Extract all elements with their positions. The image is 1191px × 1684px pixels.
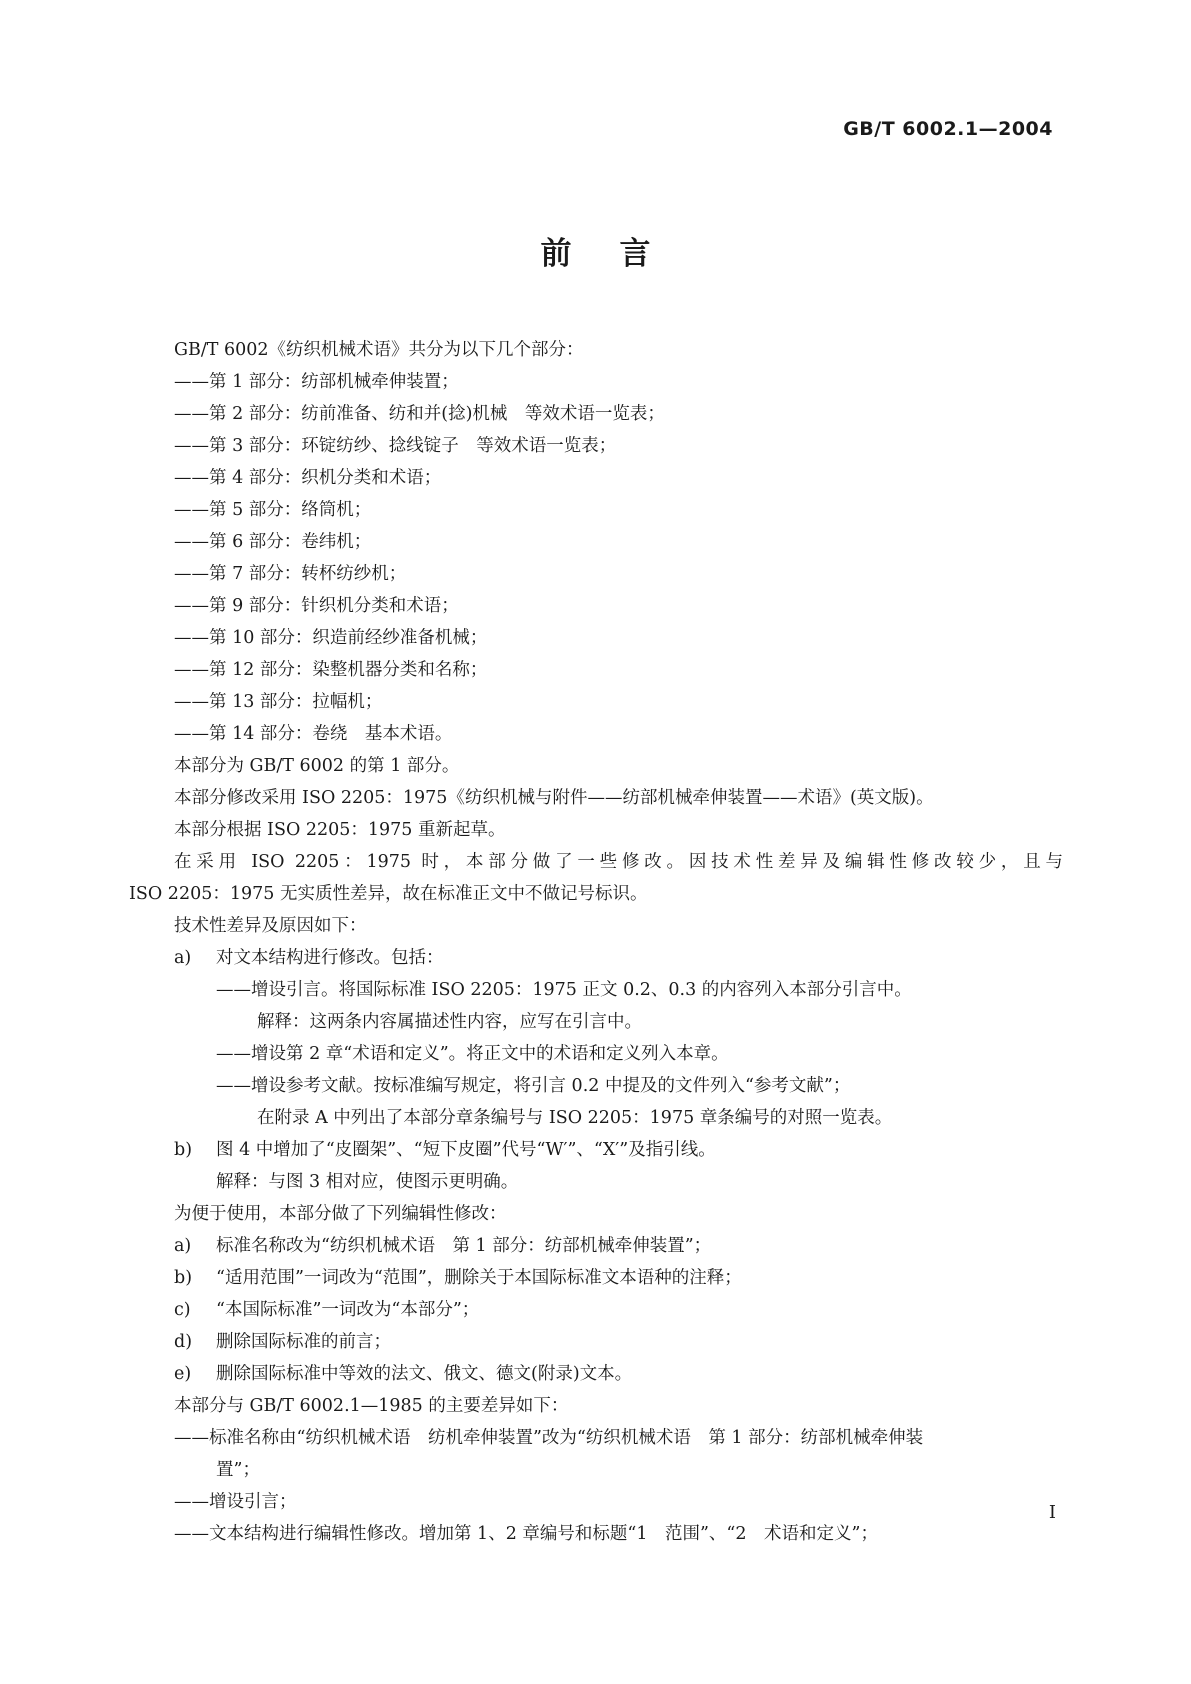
tech-diff-sub-note: 解释：这两条内容属描述性内容，应写在引言中。: [257, 1012, 642, 1032]
editorial-item: [129, 1358, 1063, 1390]
tech-diff-sub-item: ——增设引言。将国际标准 ISO 2205：1975 正文 0.2、0.3 的内容列入本部分引言中。: [216, 980, 912, 1000]
adoption-paragraph-line2: ISO 2205：1975 无实质性差异，故在标准正文中不做记号标识。: [129, 884, 648, 904]
intro-paragraph: GB/T 6002《纺织机械术语》共分为以下几个部分：: [174, 340, 584, 360]
item-text: “适用范围”一词改为“范围”，删除关于本国际标准文本语种的注释；: [216, 1268, 742, 1288]
part-list-item: ——第 7 部分：转杯纺纱机；: [174, 564, 407, 584]
part-list-item: ——第 12 部分：染整机器分类和名称；: [174, 660, 488, 680]
redraft-paragraph: 本部分根据 ISO 2205：1975 重新起草。: [174, 820, 506, 840]
part-list-item: ——第 13 部分：拉幅机；: [174, 692, 383, 712]
item-text: “本国际标准”一词改为“本部分”；: [216, 1300, 480, 1320]
tech-diff-item-note: 解释：与图 3 相对应，使图示更明确。: [216, 1172, 519, 1192]
part-list-item: ——第 10 部分：织造前经纱准备机械；: [174, 628, 488, 648]
editorial-item: [129, 1294, 1063, 1326]
main-diff-item: ——文本结构进行编辑性修改。增加第 1、2 章编号和标题“1 范围”、“2 术语和定义”；: [174, 1524, 878, 1544]
item-text: 删除国际标准中等效的法文、俄文、德文(附录)文本。: [216, 1364, 633, 1384]
item-text: 对文本结构进行修改。包括：: [216, 948, 444, 968]
item-label: b): [174, 1268, 193, 1288]
item-label: b): [174, 1140, 193, 1160]
tech-diff-item-b: [129, 1134, 1063, 1166]
foreword-body: [129, 334, 1063, 1550]
page-title: 前言: [540, 236, 699, 272]
main-diff-item: ——标准名称由“纺织机械术语 纺机牵伸装置”改为“纺织机械术语 第 1 部分：纺部机械牵伸装: [174, 1428, 924, 1448]
part-list-item: ——第 3 部分：环锭纺纱、捻线锭子 等效术语一览表；: [174, 436, 617, 456]
item-text: 标准名称改为“纺织机械术语 第 1 部分：纺部机械牵伸装置”；: [216, 1236, 712, 1256]
part-list-item: ——第 2 部分：纺前准备、纺和并(捻)机械 等效术语一览表；: [174, 404, 665, 424]
item-label: a): [174, 1236, 192, 1256]
item-label: a): [174, 948, 192, 968]
editorial-item: [129, 1262, 1063, 1294]
main-diff-item-cont: 置”；: [216, 1460, 260, 1480]
tech-diff-item-a: [129, 942, 1063, 974]
tech-diff-sub-item: ——增设第 2 章“术语和定义”。将正文中的术语和定义列入本章。: [216, 1044, 729, 1064]
page-number: I: [1048, 1502, 1056, 1523]
part-list-item: ——第 5 部分：络筒机；: [174, 500, 372, 520]
item-text: 图 4 中增加了“皮圈架”、“短下皮圈”代号“W′”、“X′”及指引线。: [216, 1140, 716, 1160]
part-list-item: ——第 6 部分：卷纬机；: [174, 532, 372, 552]
modified-adoption-paragraph: 本部分修改采用 ISO 2205：1975《纺织机械与附件——纺部机械牵伸装置——术语》(英文版)。: [174, 788, 934, 808]
item-text: 删除国际标准的前言；: [216, 1332, 391, 1352]
item-label: e): [174, 1364, 192, 1384]
part-list-item: ——第 1 部分：纺部机械牵伸装置；: [174, 372, 459, 392]
editorial-item: [129, 1230, 1063, 1262]
tech-diff-heading: 技术性差异及原因如下：: [174, 916, 367, 936]
part-list-item: ——第 9 部分：针织机分类和术语；: [174, 596, 459, 616]
editorial-item: [129, 1326, 1063, 1358]
item-label: c): [174, 1300, 191, 1320]
editorial-heading: 为便于使用，本部分做了下列编辑性修改：: [174, 1204, 507, 1224]
part-list-item: ——第 14 部分：卷绕 基本术语。: [174, 724, 453, 744]
part-list-item: ——第 4 部分：织机分类和术语；: [174, 468, 442, 488]
item-label: d): [174, 1332, 193, 1352]
tech-diff-sub-item: ——增设参考文献。按标准编写规定，将引言 0.2 中提及的文件列入“参考文献”；: [216, 1076, 851, 1096]
tech-diff-sub-note: 在附录 A 中列出了本部分章条编号与 ISO 2205：1975 章条编号的对照一览表。: [257, 1108, 893, 1128]
part-of-paragraph: 本部分为 GB/T 6002 的第 1 部分。: [174, 756, 460, 776]
main-diff-item: ——增设引言；: [174, 1492, 297, 1512]
standard-code: GB/T 6002.1—2004: [843, 118, 1053, 140]
main-diff-heading: 本部分与 GB/T 6002.1—1985 的主要差异如下：: [174, 1396, 569, 1416]
adoption-paragraph-line1: 在采用 ISO 2205：1975 时，本部分做了一些修改。因技术性差异及编辑性修改较少，且与: [174, 852, 1063, 872]
